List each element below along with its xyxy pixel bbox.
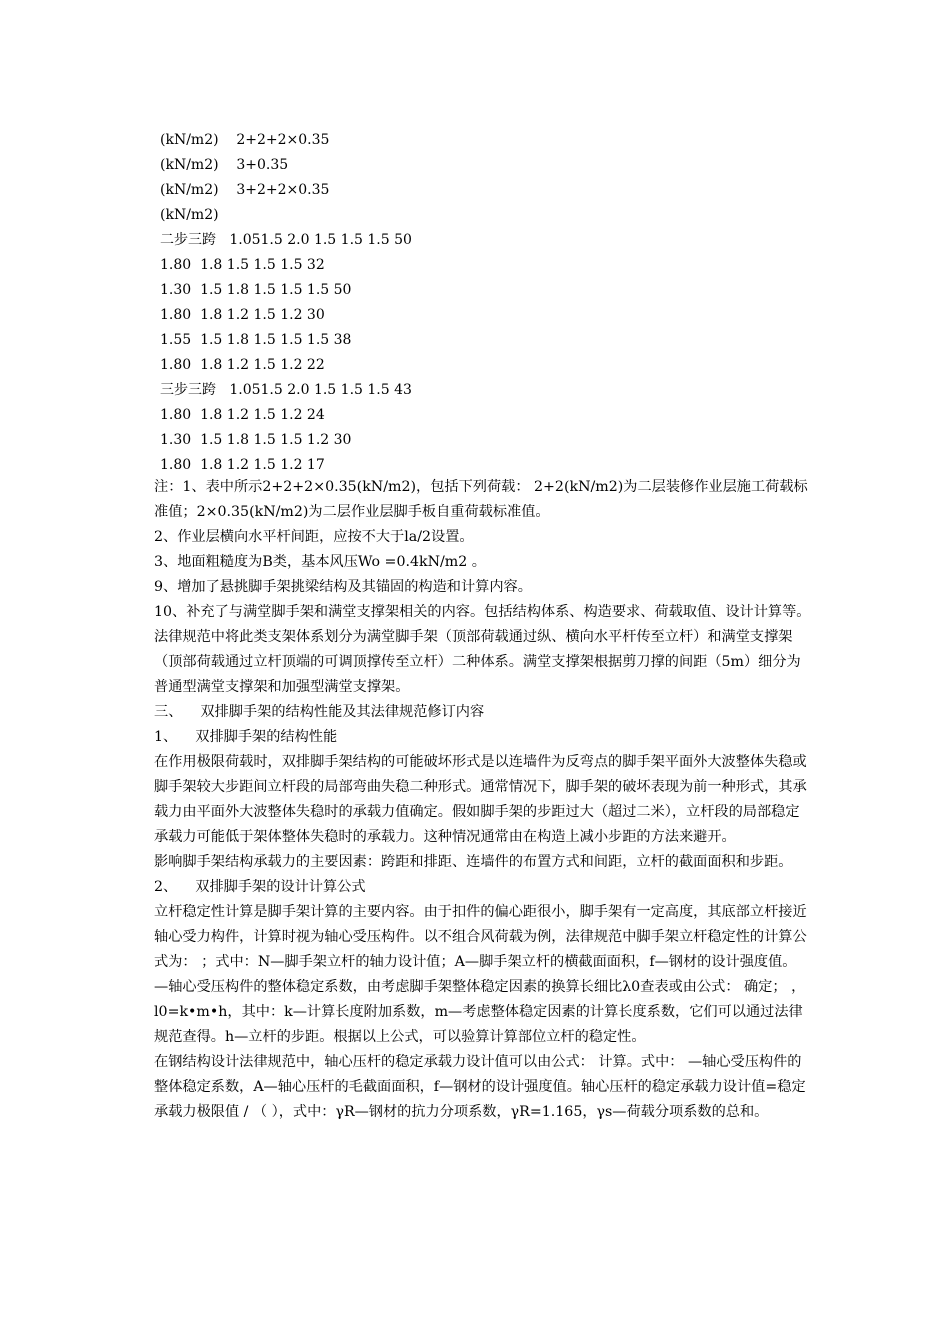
subsection-heading-1: 1、 双排脚手架的结构性能 xyxy=(154,729,338,745)
table-line: (kN/m2) xyxy=(160,207,219,223)
table-note-2: 2、作业层横向水平杆间距，应按不大于la/2设置。 xyxy=(154,529,474,545)
paragraph-stability-formula: 立杆稳定性计算是脚手架计算的主要内容。由于扣件的偏心距很小，脚手架有一定高度，其底部立杆接近轴心受力构件，计算时视为轴心受压构件。以不组合风荷载为例，法律规范中脚手架立杆稳定性的计算公式为： ；式中：N—脚手架立杆的轴力设计值；A—脚手架立杆的横截面面积，f—钢材的设计强度值。 —轴心受压构件的整体稳定系数，由考虑脚手架整体稳定因素的换算长细比λ0查表或由公式： 确定； ，l0=k•m•h，其中：k—计算长度附加系数，m—考虑整体稳定因素的计算长度系数，它们可以通过法律规范查得。h—立杆的步距。根据以上公式，可以验算计算部位立杆的稳定性。 xyxy=(154,904,807,1045)
paragraph-failure-modes: 在作用极限荷载时，双排脚手架结构的可能破坏形式是以连墙件为反弯点的脚手架平面外大波整体失稳或脚手架较大步距间立杆段的局部弯曲失稳二种形式。通常情况下，脚手架的破坏表现为前一种形式，其承载力由平面外大波整体失稳时的承载力值确定。假如脚手架的步距过大（超过二米），立杆段的局部稳定承载力可能低于架体整体失稳时的承载力。这种情况通常由在构造上减小步距的方法来避开。 xyxy=(154,754,807,845)
table-line: 1.80 1.8 1.2 1.5 1.2 24 xyxy=(160,407,325,423)
table-line: 1.80 1.8 1.2 1.5 1.2 30 xyxy=(160,307,325,323)
paragraph-capacity-factors: 影响脚手架结构承载力的主要因素：跨距和排距、连墙件的布置方式和间距，立杆的截面面积和步距。 xyxy=(154,854,793,870)
revision-item-9: 9、增加了悬挑脚手架挑梁结构及其锚固的构造和计算内容。 xyxy=(154,579,532,595)
revision-item-10: 10、补充了与满堂脚手架和满堂支撑架相关的内容。包括结构体系、构造要求、荷载取值、设计计算等。法律规范中将此类支架体系划分为满堂脚手架（顶部荷载通过纵、横向水平杆传至立杆）和满堂支撑架（顶部荷载通过立杆顶端的可调顶撑传至立杆）二种体系。满堂支撑架根据剪刀撑的间距（5m）细分为普通型满堂支撑架和加强型满堂支撑架。 xyxy=(154,604,811,695)
table-line: (kN/m2) 3+0.35 xyxy=(160,157,289,173)
table-line: 1.80 1.8 1.2 1.5 1.2 17 xyxy=(160,457,325,473)
table-line: 1.80 1.8 1.5 1.5 1.5 32 xyxy=(160,257,325,273)
section-heading-3: 三、 双排脚手架的结构性能及其法律规范修订内容 xyxy=(154,704,485,720)
table-note-1: 注：1、表中所示2+2+2×0.35(kN/m2)，包括下列荷载： 2+2(kN/m2)为二层装修作业层施工荷载标准值；2×0.35(kN/m2)为二层作业层脚手板自重荷载标准值。 xyxy=(154,479,808,520)
table-line: 1.30 1.5 1.8 1.5 1.5 1.5 50 xyxy=(160,282,352,298)
subsection-heading-2: 2、 双排脚手架的设计计算公式 xyxy=(154,879,366,895)
table-line: 1.30 1.5 1.8 1.5 1.5 1.2 30 xyxy=(160,432,352,448)
paragraph-steel-code: 在钢结构设计法律规范中，轴心压杆的稳定承载力设计值可以由公式： 计算。式中： —轴心受压构件的整体稳定系数，A—轴心压杆的毛截面面积，f—钢材的设计强度值。轴心压杆的稳定承载力设计值=稳定承载力极限值 / （ ），式中：γR—钢材的抗力分项系数，γR=1.165，γs—荷载分项系数的总和。 xyxy=(154,1054,806,1120)
table-line: 1.55 1.5 1.8 1.5 1.5 1.5 38 xyxy=(160,332,352,348)
table-line: 二步三跨 1.051.5 2.0 1.5 1.5 1.5 50 xyxy=(160,232,412,248)
table-line: 1.80 1.8 1.2 1.5 1.2 22 xyxy=(160,357,325,373)
table-note-3: 3、地面粗糙度为B类，基本风压Wo =0.4kN/m2 。 xyxy=(154,554,486,570)
table-line: 三步三跨 1.051.5 2.0 1.5 1.5 1.5 43 xyxy=(160,382,412,398)
body-text xyxy=(140,475,812,1125)
table-line: (kN/m2) 2+2+2×0.35 xyxy=(160,132,330,148)
table-line: (kN/m2) 3+2+2×0.35 xyxy=(160,182,330,198)
